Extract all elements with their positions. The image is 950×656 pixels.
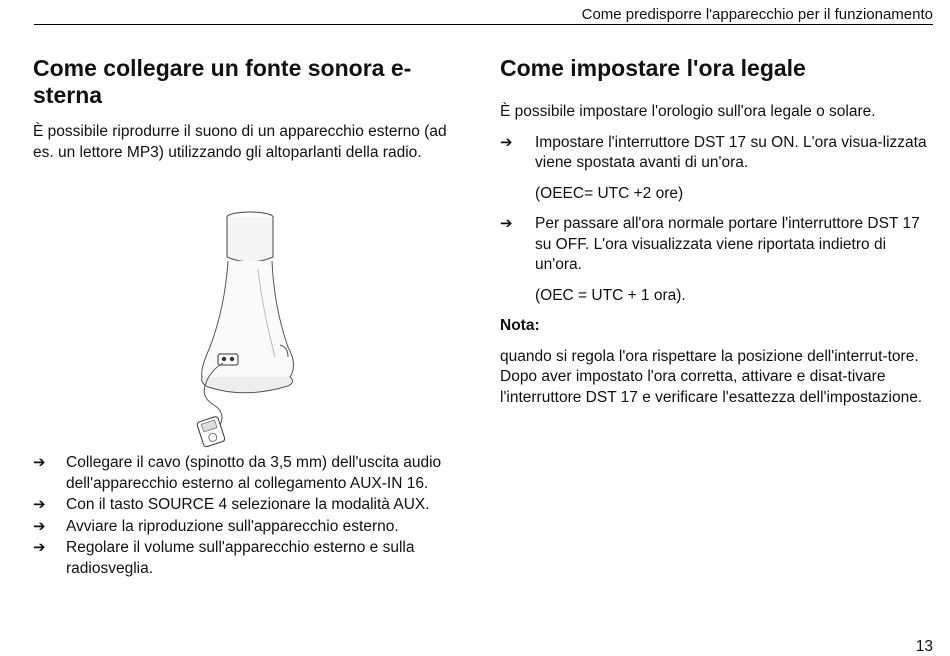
list-item — [33, 495, 463, 516]
right-column — [500, 55, 930, 408]
list-item — [33, 453, 463, 494]
page-number: 13 — [915, 638, 933, 655]
arrow-right-icon: ➔ — [33, 539, 46, 556]
left-intro: È possibile riprodurre il suono di un apparecchio esterno (ad es. un lettore MP3) utilizzando gli altoparlanti della radio. — [33, 123, 447, 161]
right-heading: Come impostare l'ora legale — [500, 55, 806, 81]
step-text: Regolare il volume sull'apparecchio esterno e sulla radiosveglia. — [66, 539, 415, 577]
step-note: (OEC = UTC + 1 ora). — [535, 286, 686, 304]
connection-steps — [33, 453, 463, 580]
arrow-right-icon: ➔ — [33, 454, 46, 471]
device-illustration — [180, 187, 330, 449]
speaker-radio-icon — [180, 187, 330, 449]
running-header — [34, 6, 933, 25]
step-text: Con il tasto SOURCE 4 selezionare la modalità AUX. — [66, 496, 430, 513]
right-intro: È possibile impostare l'orologio sull'ora legale o solare. — [500, 103, 876, 120]
arrow-right-icon: ➔ — [500, 215, 513, 232]
list-item — [500, 133, 930, 174]
step-text: Collegare il cavo (spinotto da 3,5 mm) dell'uscita audio dell'apparecchio esterno al collegamento AUX-IN 16. — [66, 454, 442, 492]
left-heading-line2: sterna — [33, 82, 103, 108]
step-text: Avviare la riproduzione sull'apparecchio esterno. — [66, 517, 399, 535]
list-item — [33, 517, 463, 538]
left-heading-line1: Come collegare un fonte sonora e- — [33, 55, 412, 81]
arrow-right-icon: ➔ — [500, 133, 513, 151]
step-text: Impostare l'interruttore DST 17 su ON. L'ora visua-lizzata viene spostata avanti di un'ora. — [535, 133, 927, 171]
arrow-right-icon: ➔ — [33, 517, 46, 535]
note-label: Nota: — [500, 317, 540, 334]
running-title: Come predisporre l'apparecchio per il funzionamento — [581, 6, 933, 23]
step-note: (OEEC= UTC +2 ore) — [535, 184, 684, 202]
list-item — [33, 538, 463, 579]
list-item — [500, 214, 930, 276]
step-text: Per passare all'ora normale portare l'interruttore DST 17 su OFF. L'ora visualizzata viene riportata indietro di un'ora. — [535, 215, 920, 273]
arrow-right-icon: ➔ — [33, 496, 46, 513]
left-heading — [33, 55, 463, 109]
note-text: quando si regola l'ora rispettare la posizione dell'interrut-tore. Dopo aver impostato l'ora corretta, attivare e disat-tivare l'interruttore DST 17 e verificare l'esattezza dell'impostazione. — [500, 347, 923, 406]
left-column — [33, 55, 463, 163]
